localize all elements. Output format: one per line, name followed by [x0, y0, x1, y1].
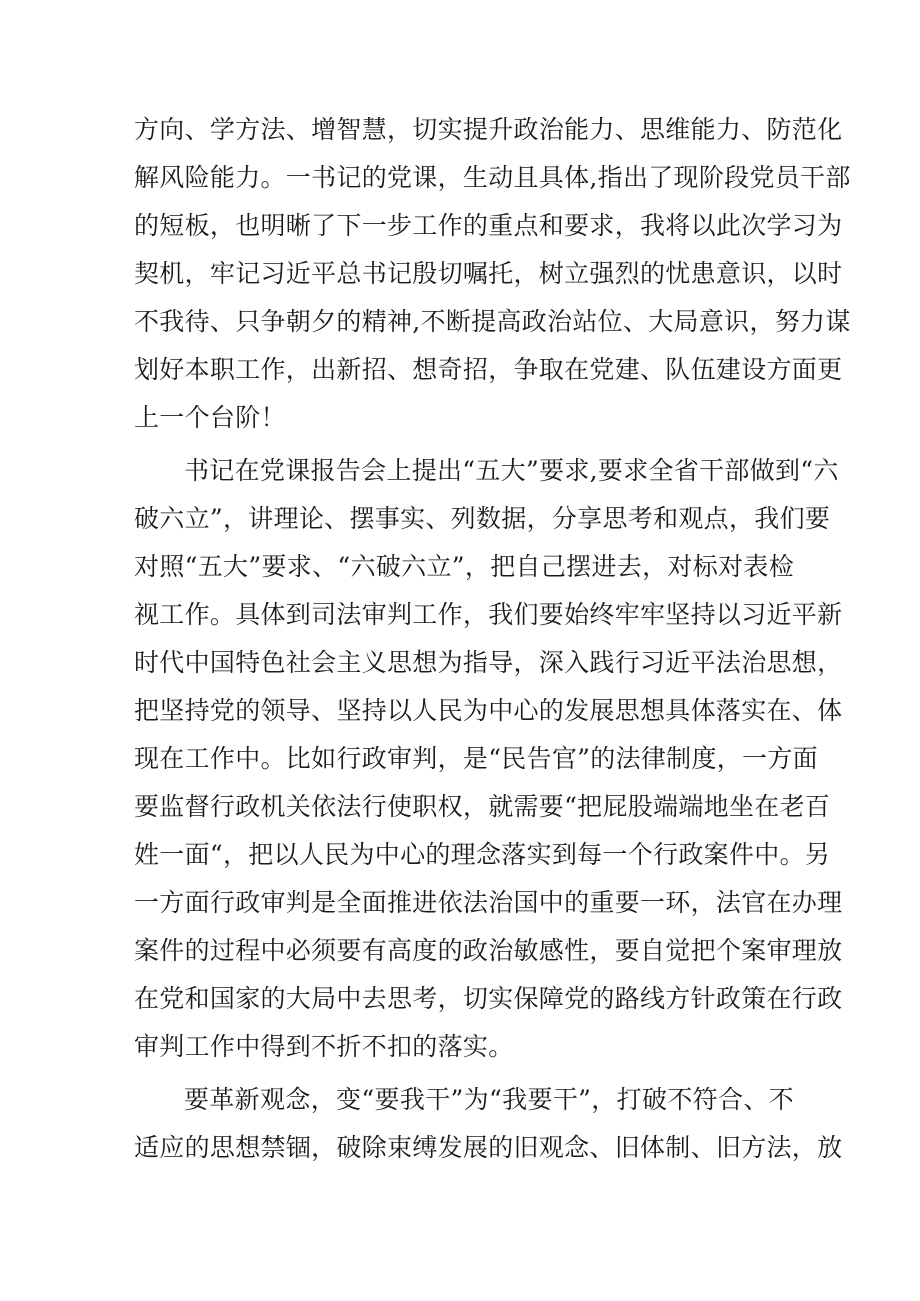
text-line: 视工作。具体到司法审判工作，我们要始终牢牢坚持以习近平新	[134, 600, 843, 629]
text-line: 时代中国特色社会主义思想为指导，深入践行习近平法治思想，	[134, 648, 843, 677]
text-line: 不我待、只争朝夕的精神,不断提高政治站位、大局意识，努力谋	[134, 307, 851, 336]
text-line: 案件的过程中必须要有高度的政治敏感性，要自觉把个案审理放	[134, 936, 843, 965]
text-line: 对照“五大”要求、“六破六立”，把自己摆进去，对标对表检	[134, 552, 794, 581]
text-line: 方向、学方法、增智慧，切实提升政治能力、思维能力、防范化	[134, 115, 843, 144]
text-line: 姓一面“，把以人民为中心的理念落实到每一个行政案件中。另	[134, 840, 831, 869]
text-line: 要革新观念，变“要我干”为“我要干”，打破不符合、不	[184, 1085, 794, 1114]
text-line: 在党和国家的大局中去思考，切实保障党的路线方针政策在行政	[134, 984, 843, 1013]
text-line: 破六立”，讲理论、摆事实、列数据，分享思考和观点，我们要	[134, 504, 831, 533]
text-line: 一方面行政审判是全面推进依法治国中的重要一环，法官在办理	[134, 888, 843, 917]
text-line: 上一个台阶！	[134, 403, 286, 432]
text-line: 解风险能力。一书记的党课，生动且具体,指出了现阶段党员干部	[134, 163, 851, 192]
text-line: 书记在党课报告会上提出“五大”要求,要求全省干部做到“六	[184, 456, 839, 485]
text-line: 审判工作中得到不折不扣的落实。	[134, 1032, 514, 1061]
text-line: 划好本职工作，出新招、想奇招，争取在党建、队伍建设方面更	[134, 355, 843, 384]
text-line: 把坚持党的领导、坚持以人民为中心的发展思想具体落实在、体	[134, 696, 843, 725]
text-line: 契机，牢记习近平总书记殷切嘱托，树立强烈的忧患意识，以时	[134, 259, 843, 288]
text-line: 适应的思想禁锢，破除束缚发展的旧观念、旧体制、旧方法，放	[134, 1133, 843, 1162]
text-line: 现在工作中。比如行政审判，是“民告官”的法律制度，一方面	[134, 744, 818, 773]
text-line: 要监督行政机关依法行使职权，就需要“把屁股端端地坐在老百	[134, 792, 831, 821]
text-line: 的短板，也明晰了下一步工作的重点和要求，我将以此次学习为	[134, 211, 843, 240]
